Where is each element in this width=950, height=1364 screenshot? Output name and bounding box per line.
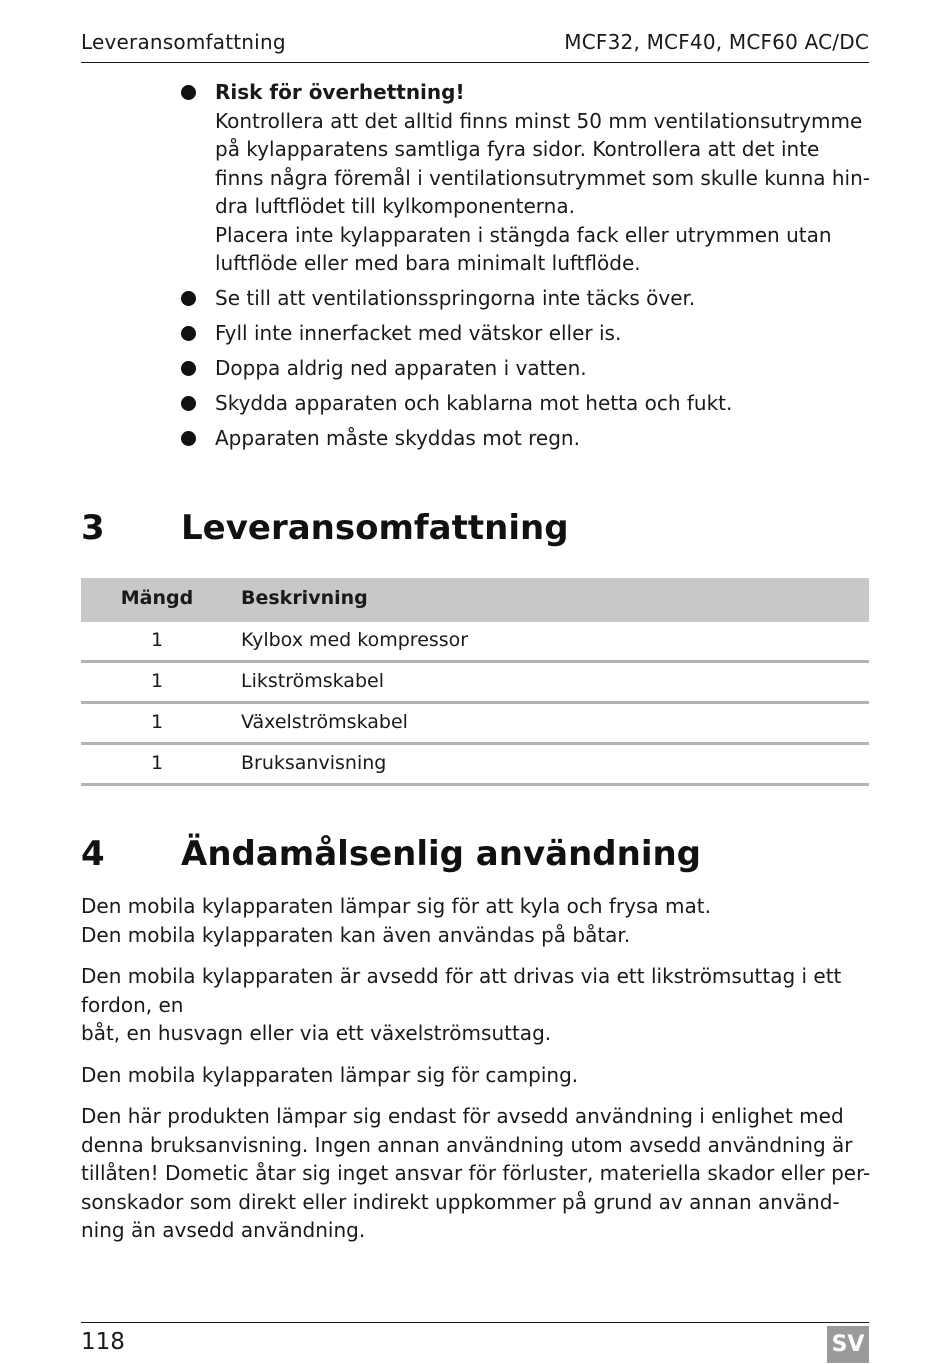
bullet-dot-icon (181, 361, 196, 376)
table-row (81, 663, 869, 704)
page-footer (81, 1322, 869, 1363)
bullet-item (181, 424, 871, 453)
cell-quantity: 1 (150, 711, 164, 733)
language-badge: SV (827, 1326, 869, 1363)
table-row (81, 745, 869, 786)
column-header-quantity: Mängd (120, 587, 194, 609)
paragraph (81, 1061, 876, 1090)
cell-quantity: 1 (150, 752, 164, 774)
text-line: Den mobila kylapparaten lämpar sig för att kyla och frysa mat. (81, 894, 711, 918)
paragraph (81, 962, 876, 1048)
page-header (81, 28, 869, 63)
cell-description: Kylbox med kompressor (241, 629, 469, 651)
bullet-text: Skydda apparaten och kablarna mot hetta och fukt. (215, 391, 733, 415)
header-model-names: MCF32, MCF40, MCF60 AC/DC (564, 30, 869, 54)
page-number: 118 (81, 1329, 125, 1355)
bullet-dot-icon (181, 85, 196, 100)
cell-description: Växelströmskabel (241, 711, 408, 733)
column-header-description: Beskrivning (241, 587, 368, 609)
bullet-overheat (181, 78, 871, 278)
cell-quantity: 1 (150, 670, 164, 692)
section-number: 3 (81, 508, 105, 548)
paragraph (81, 892, 876, 949)
text-line: Den mobila kylapparaten kan även användas på båtar. (81, 922, 631, 947)
paragraph (81, 1102, 876, 1245)
text-line: Den mobila kylapparaten är avsedd för att drivas via ett likströmsuttag i ett fordon, en (81, 964, 842, 1017)
text-line: tillåten! Dometic åtar sig inget ansvar för förluster, materiella skador eller per- (81, 1161, 871, 1185)
overheat-line: dra luftflödet till kylkomponenterna. (215, 194, 575, 218)
bullet-dot-icon (181, 431, 196, 446)
section-title: Ändamålsenlig användning (181, 834, 702, 874)
table-row (81, 622, 869, 663)
cell-description: Likströmskabel (241, 670, 384, 692)
bullet-item (181, 284, 871, 313)
intended-use-text (81, 892, 876, 1258)
overheat-line: på kylapparatens samtliga fyra sidor. Kontrollera att det inte (215, 137, 820, 161)
overheat-warning-title: Risk för överhettning! (215, 80, 465, 104)
table-header-row (81, 578, 869, 622)
text-line: Den här produkten lämpar sig endast för avsedd användning i enlighet med (81, 1104, 844, 1128)
section-number: 4 (81, 834, 105, 874)
bullet-item (181, 354, 871, 383)
table-row (81, 704, 869, 745)
cell-quantity: 1 (150, 629, 164, 651)
overheat-line: luftflöde eller med bara minimalt luftflöde. (215, 251, 641, 275)
bullet-dot-icon (181, 326, 196, 341)
section-title: Leveransomfattning (181, 508, 569, 548)
cell-description: Bruksanvisning (241, 752, 387, 774)
bullet-text: Doppa aldrig ned apparaten i vatten. (215, 356, 587, 380)
overheat-line: Placera inte kylapparaten i stängda fack eller utrymmen utan (215, 222, 832, 247)
text-line: denna bruksanvisning. Ingen annan användning utom avsedd användning är (81, 1132, 853, 1157)
bullet-dot-icon (181, 396, 196, 411)
text-line: Den mobila kylapparaten lämpar sig för camping. (81, 1062, 579, 1087)
bullet-text: Apparaten måste skyddas mot regn. (215, 426, 580, 450)
text-line: ning än avsedd användning. (81, 1218, 366, 1242)
overheat-line: finns några föremål i ventilationsutrymmet som skulle kunna hin- (215, 165, 870, 190)
bullet-dot-icon (181, 291, 196, 306)
text-line: sonskador som direkt eller indirekt uppkommer på grund av annan använd- (81, 1189, 840, 1214)
bullet-text: Fyll inte innerfacket med vätskor eller is. (215, 321, 622, 345)
bullet-item (181, 389, 871, 418)
safety-bullet-list (181, 78, 871, 459)
overheat-line: Kontrollera att det alltid finns minst 50 mm ventilationsutrymme (215, 108, 863, 133)
bullet-item (181, 319, 871, 348)
text-line: båt, en husvagn eller via ett växelströmsuttag. (81, 1021, 552, 1045)
delivery-contents-table (81, 578, 869, 786)
header-chapter-title: Leveransomfattning (81, 30, 286, 54)
bullet-text: Se till att ventilationsspringorna inte täcks över. (215, 286, 696, 310)
